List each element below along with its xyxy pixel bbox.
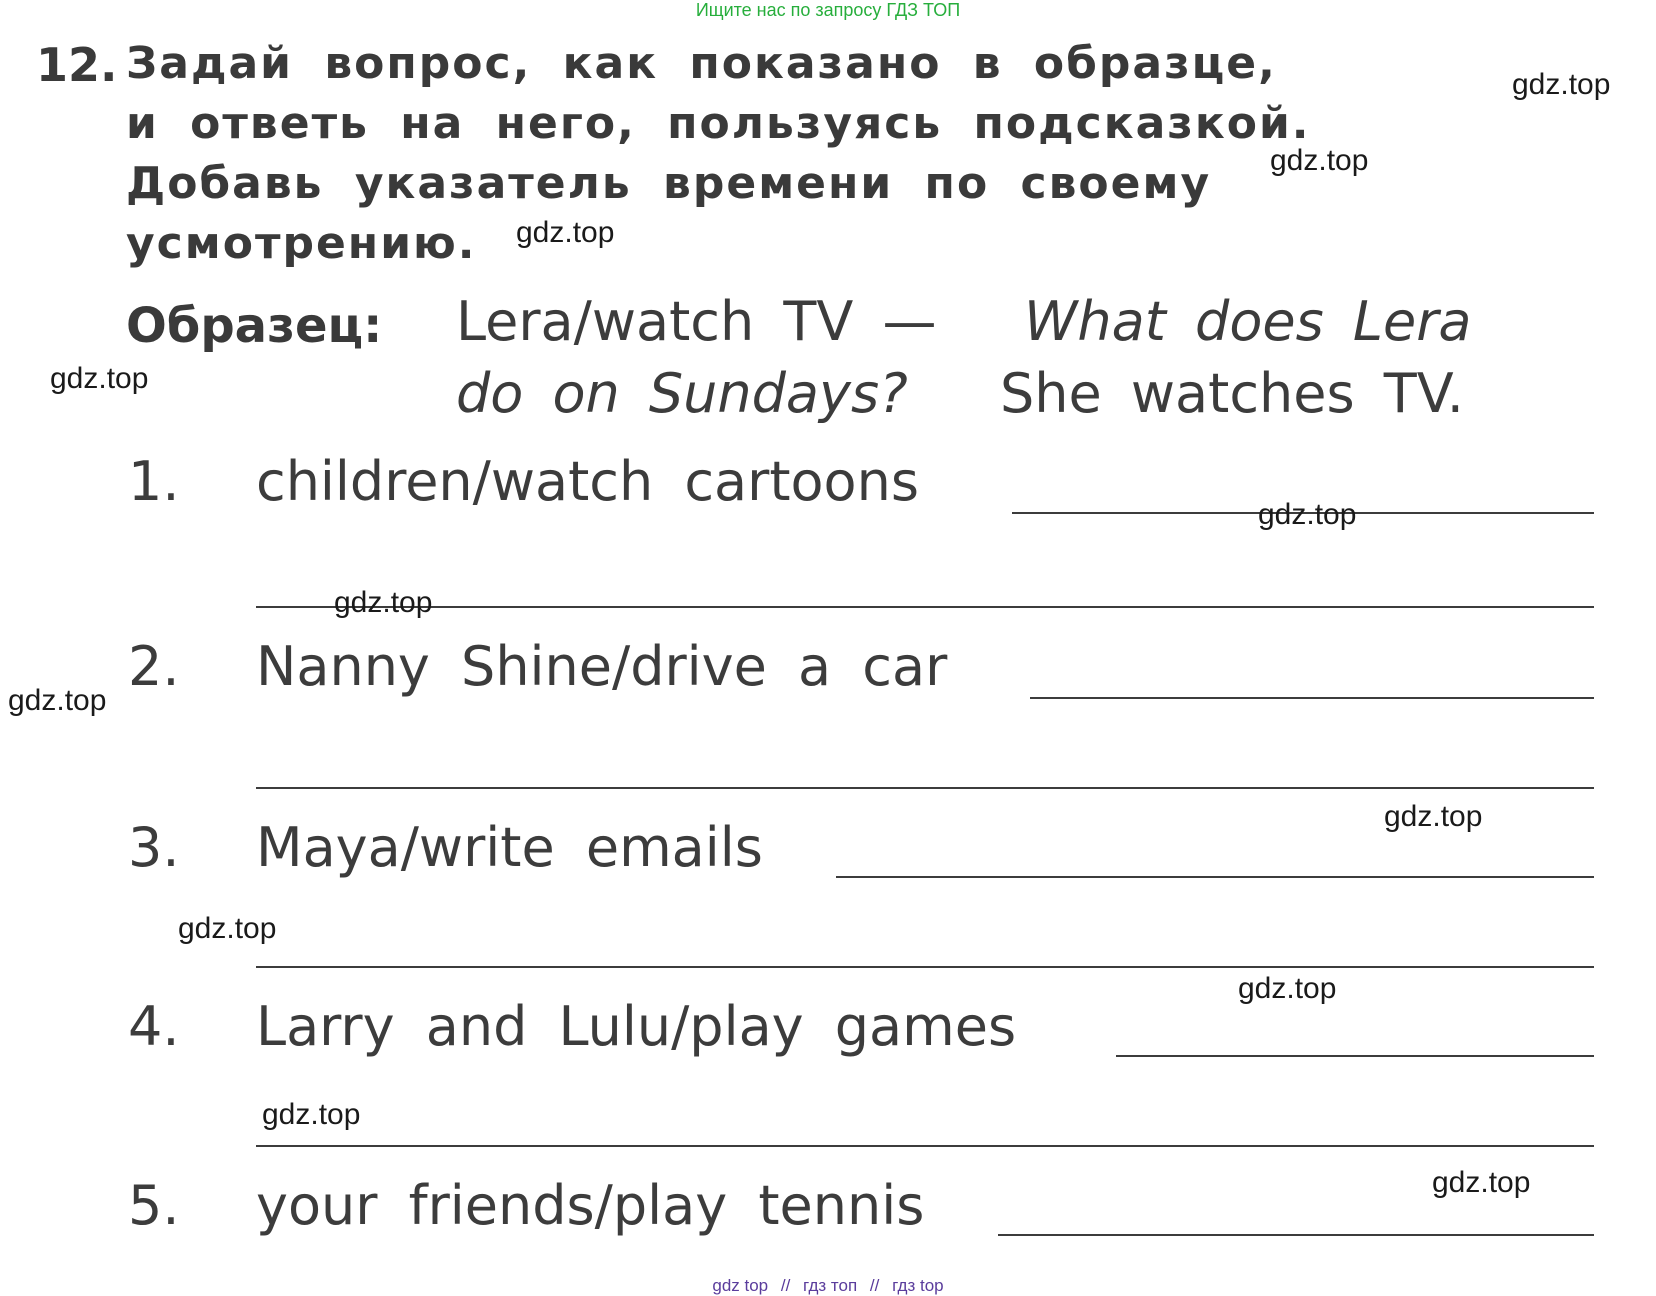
answer-line[interactable] bbox=[256, 966, 1594, 968]
item-number: 2. bbox=[128, 635, 180, 698]
sample-answer: She watches TV. bbox=[1000, 362, 1464, 425]
watermark: gdz.top bbox=[1238, 972, 1337, 1005]
watermark: gdz.top bbox=[516, 216, 615, 249]
item-prompt: Maya/write emails bbox=[256, 816, 763, 879]
item-number: 1. bbox=[128, 450, 180, 513]
separator: // bbox=[780, 1276, 791, 1295]
answer-line[interactable] bbox=[1030, 697, 1594, 699]
item-number: 4. bbox=[128, 995, 180, 1058]
instruction-line-1: Задай вопрос, как показано в образце, bbox=[126, 38, 1277, 89]
item-prompt: children/watch cartoons bbox=[256, 450, 919, 513]
item-number: 5. bbox=[128, 1174, 180, 1237]
answer-line[interactable] bbox=[836, 876, 1594, 878]
sample-question-part1: What does Lera bbox=[1024, 290, 1472, 353]
bottom-links bbox=[0, 1276, 1656, 1296]
item-prompt: Nanny Shine/drive a car bbox=[256, 635, 948, 698]
answer-line[interactable] bbox=[998, 1234, 1594, 1236]
watermark: gdz.top bbox=[1432, 1166, 1531, 1199]
instruction-line-4: усмотрению. bbox=[126, 218, 477, 269]
watermark: gdz.top bbox=[178, 912, 277, 945]
watermark: gdz.top bbox=[8, 684, 107, 717]
bottom-link[interactable]: гдз top bbox=[892, 1276, 944, 1295]
watermark: gdz.top bbox=[262, 1098, 361, 1131]
watermark: gdz.top bbox=[1270, 144, 1369, 177]
task-number: 12. bbox=[36, 38, 118, 92]
item-prompt: Larry and Lulu/play games bbox=[256, 995, 1017, 1058]
watermark: gdz.top bbox=[1512, 68, 1611, 101]
watermark: gdz.top bbox=[50, 362, 149, 395]
item-prompt: your friends/play tennis bbox=[256, 1174, 925, 1237]
instruction-line-3: Добавь указатель времени по своему bbox=[126, 158, 1212, 209]
separator: // bbox=[869, 1276, 880, 1295]
sample-prompt: Lera/watch TV — bbox=[456, 290, 937, 353]
bottom-link[interactable]: гдз топ bbox=[803, 1276, 858, 1295]
watermark: gdz.top bbox=[1258, 498, 1357, 531]
answer-line[interactable] bbox=[256, 1145, 1594, 1147]
instruction-line-2: и ответь на него, пользуясь подсказкой. bbox=[126, 98, 1311, 149]
answer-line[interactable] bbox=[1116, 1055, 1594, 1057]
sample-question-part2: do on Sundays? bbox=[456, 362, 908, 425]
item-number: 3. bbox=[128, 816, 180, 879]
answer-line[interactable] bbox=[256, 606, 1594, 608]
top-search-link[interactable]: Ищите нас по запросу ГДЗ ТОП bbox=[695, 0, 961, 20]
watermark: gdz.top bbox=[1384, 800, 1483, 833]
watermark: gdz.top bbox=[334, 586, 433, 619]
sample-label: Образец: bbox=[126, 298, 383, 354]
answer-line[interactable] bbox=[256, 787, 1594, 789]
bottom-link[interactable]: gdz top bbox=[712, 1276, 769, 1295]
